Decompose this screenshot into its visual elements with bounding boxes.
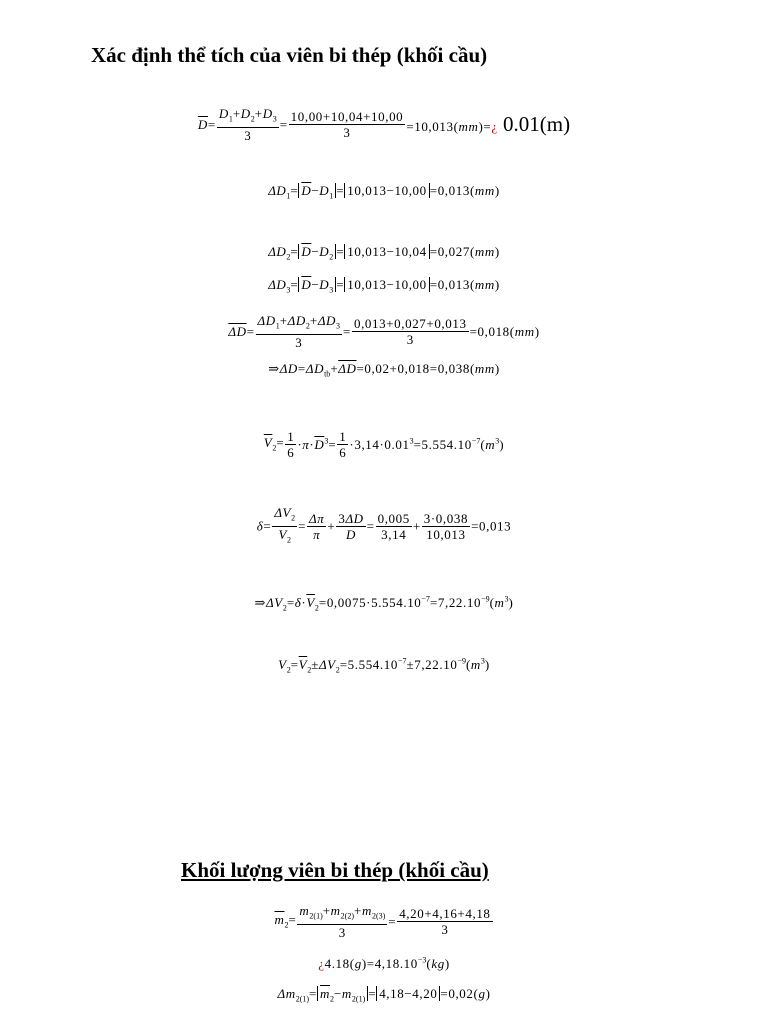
equation-total-delta-d: $\Rightarrow\Delta D=\Delta D_{tb}+\overline{\Delta D}=0,02+0,018=0,038(mm)$ bbox=[268, 361, 500, 379]
equation-relative-error: δ= $\frac{\Delta V_2}{\overline{V}_2}$ = $\frac{\Delta\pi}{\pi}$ + $\frac{3\Delta D}{D}$ = $\frac{0,005}{3,14}$ + $\frac{3\cdot 0,038}{10,013}$ =0,013 bbox=[256, 505, 512, 545]
equation-mass-conversion: ¿$4.18(g)=4,18.10^{-3}(kg)$ bbox=[318, 955, 450, 971]
equation-delta-m1: $\Delta m_{2(1)}= \overline{m}_2-m_{2(1)} = 4,18-4,20 =0,02(g)$ bbox=[277, 986, 491, 1004]
equation-delta-d2: $\Delta D_2= \overline{D}-D_2 = 10,013-10,04 =0,027(mm)$ bbox=[268, 244, 500, 262]
equation-mean-diameter: $\overline{D}=$ $\frac{D_1+D_2+D_3}{3}$ = $\frac{10,00+10,04+10,00}{3}$ =10,013(mm)=¿ 0.01(m) bbox=[197, 106, 571, 143]
equation-absolute-error-volume: $\Rightarrow\Delta V_2=\delta\cdot\overline{V}_2=0,0075\cdot 5.554.10^{-7}=7,22.10^{-9}(m^3)$ bbox=[254, 595, 514, 613]
equation-volume-result: $V_2=\overline{V}_2\pm\Delta V_2=5.554.10^{-7}\pm 7,22.10^{-9}(m^3)$ bbox=[278, 657, 490, 675]
equation-mean-delta-d: $\overline{\Delta D}=$ $\frac{\Delta D_1+\Delta D_2+\Delta D_3}{3}$ = $\frac{0,013+0,027+0,013}{3}$ =0,018(mm) bbox=[228, 313, 540, 350]
equation-mean-mass: $\overline{m}_2=$ $\frac{m_{2(1)}+m_{2(2)}+m_{2(3)}}{3}$ = $\frac{4,20+4,16+4,18}{3}$ bbox=[274, 903, 491, 940]
equation-delta-d1: $\Delta D_1= \overline{D}-D_1 = 10,013-10,00 =0,013(mm)$ bbox=[268, 183, 500, 201]
equation-delta-d3: $\Delta D_3= \overline{D}-D_3 = 10,013-10,00 =0,013(mm)$ bbox=[268, 277, 500, 295]
equation-volume: $\overline{V}_2=$ $\frac{1}{6}$ $\cdot\pi\cdot\overline{D}^3=$ $\frac{1}{6}$ $\cdot 3,14\cdot 0.01^3=5.554.10^{-7}(m^3)$ bbox=[263, 429, 505, 460]
section-title-mass: Khối lượng viên bi thép (khối cầu) bbox=[181, 858, 489, 882]
section-title-volume: Xác định thể tích của viên bi thép (khối cầu) bbox=[91, 43, 488, 67]
